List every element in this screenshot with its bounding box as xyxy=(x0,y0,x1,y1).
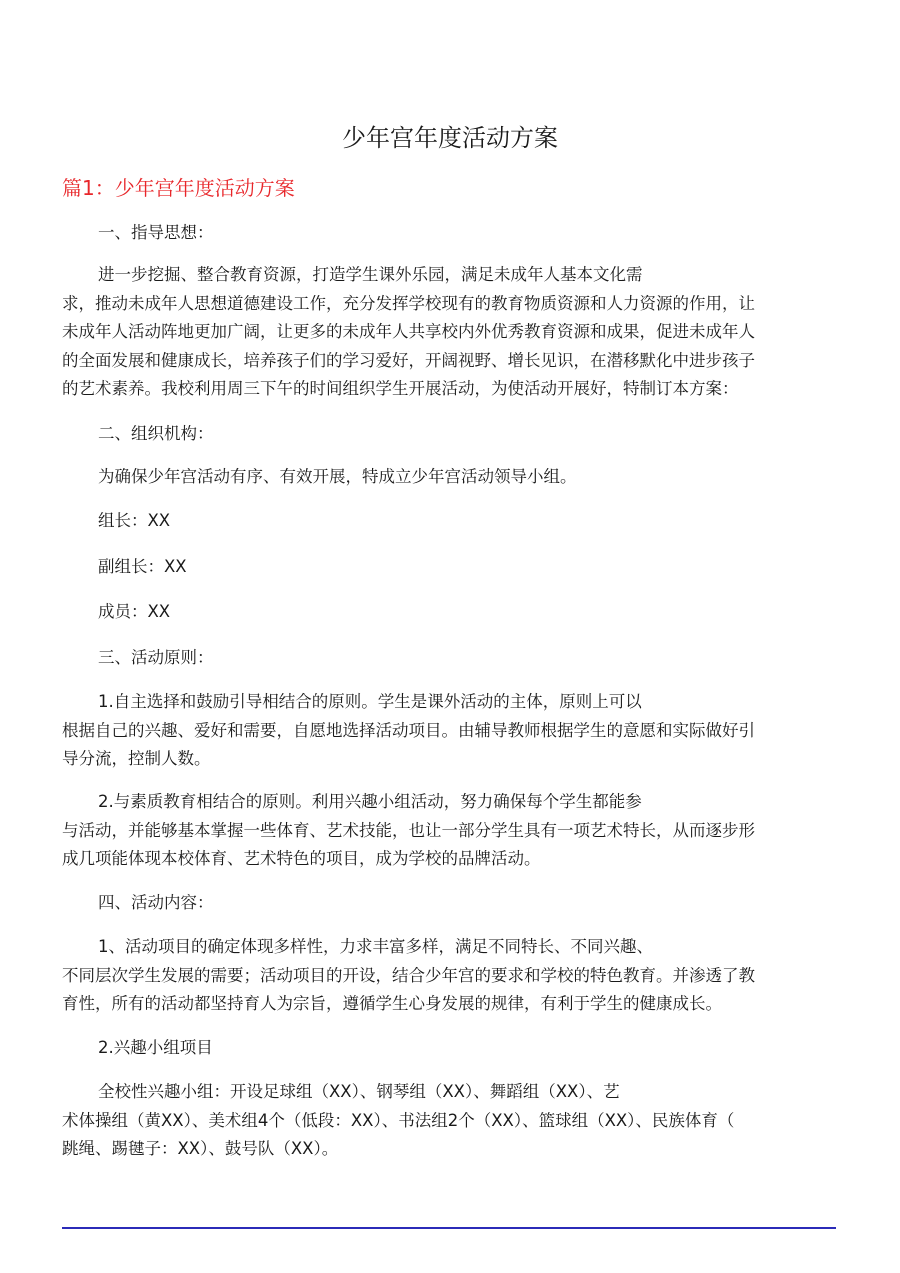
text-line: 进一步挖掘、整合教育资源，打造学生课外乐园，满足未成年人基本文化需 xyxy=(98,265,643,284)
paragraph xyxy=(62,933,842,1019)
text-line: 三、活动原则： xyxy=(98,648,214,667)
text-line: 不同层次学生发展的需要；活动项目的开设，结合少年宫的要求和学校的特色教育。并渗透了教 xyxy=(62,965,755,985)
footer-divider xyxy=(62,1227,836,1229)
text-line: 副组长：XX xyxy=(98,557,187,576)
text-line: 与活动，并能够基本掌握一些体育、艺术技能，也让一部分学生具有一项艺术特长，从而逐步形 xyxy=(62,820,755,840)
text-line: 未成年人活动阵地更加广阔，让更多的未成年人共享校内外优秀教育资源和成果，促进未成年人 xyxy=(62,322,755,341)
text-line: 2.兴趣小组项目 xyxy=(98,1038,213,1057)
text-line: 组长：XX xyxy=(98,511,171,530)
text-line: 育性，所有的活动都坚持育人为宗旨，遵循学生心身发展的规律，有利于学生的健康成长。 xyxy=(62,994,722,1013)
text-line: 跳绳、踢毽子：XX）、鼓号队（XX）。 xyxy=(62,1139,339,1158)
paragraph xyxy=(62,788,842,874)
text-line: 求，推动未成年人思想道德建设工作，充分发挥学校现有的教育物质资源和人力资源的作用，让 xyxy=(62,293,755,313)
text-line: 为确保少年宫活动有序、有效开展，特成立少年宫活动领导小组。 xyxy=(98,467,577,486)
paragraph xyxy=(62,598,842,627)
paragraph xyxy=(62,507,842,536)
text-line: 1、活动项目的确定体现多样性，力求丰富多样，满足不同特长、不同兴趣、 xyxy=(98,937,653,956)
text-line: 根据自己的兴趣、爱好和需要，自愿地选择活动项目。由辅导教师根据学生的意愿和实际做好引 xyxy=(62,720,755,740)
text-line: 术体操组（黄XX）、美术组4个（低段：XX）、书法组2个（XX）、篮球组（XX）、民族体育（ xyxy=(62,1110,735,1130)
text-line: 全校性兴趣小组：开设足球组（XX）、钢琴组（XX）、舞蹈组（XX）、艺 xyxy=(98,1082,620,1101)
paragraph xyxy=(62,261,842,404)
text-line: 成几项能体现本校体育、艺术特色的项目，成为学校的品牌活动。 xyxy=(62,849,541,868)
text-line: 1.自主选择和鼓励引导相结合的原则。学生是课外活动的主体，原则上可以 xyxy=(98,692,642,711)
paragraph xyxy=(62,463,842,492)
text-line: 导分流，控制人数。 xyxy=(62,749,211,768)
text-line: 2.与素质教育相结合的原则。利用兴趣小组活动，努力确保每个学生都能参 xyxy=(98,792,642,811)
paragraph xyxy=(62,889,842,918)
paragraph xyxy=(62,219,842,248)
text-line: 成员：XX xyxy=(98,602,171,621)
paragraph xyxy=(62,644,842,673)
paragraph xyxy=(62,420,842,449)
paragraph xyxy=(62,1078,842,1164)
section-heading: 篇1：少年宫年度活动方案 xyxy=(62,176,295,200)
text-line: 二、组织机构： xyxy=(98,424,214,443)
paragraph xyxy=(62,1034,842,1063)
text-line: 四、活动内容： xyxy=(98,893,214,912)
document-title: 少年宫年度活动方案 xyxy=(342,124,558,152)
text-line: 的艺术素养。我校利用周三下午的时间组织学生开展活动，为使活动开展好，特制订本方案： xyxy=(62,379,739,398)
text-line: 的全面发展和健康成长，培养孩子们的学习爱好，开阔视野、增长见识，在潜移默化中进步孩子 xyxy=(62,350,755,370)
paragraph xyxy=(62,553,842,582)
paragraph xyxy=(62,688,842,774)
text-line: 一、指导思想： xyxy=(98,223,214,242)
